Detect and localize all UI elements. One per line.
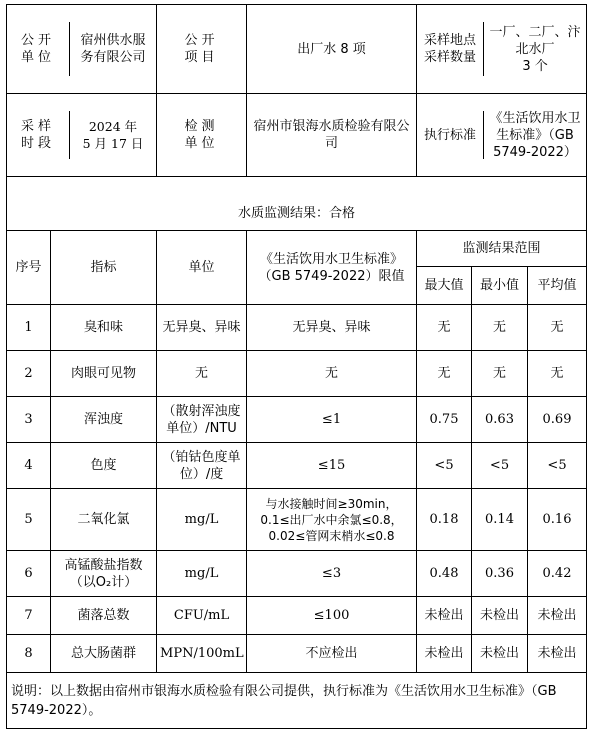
row-avg: <5: [528, 443, 587, 489]
row-min: 未检出: [472, 597, 528, 635]
agency-value: 宿州市银海水质检验有限公司: [247, 94, 417, 177]
table-row: [7, 597, 587, 635]
row-limit: 与水接触时间≥30min， 0.1≤出厂水中余氯≤0.8， 0.02≤管网末梢水≤0.8: [247, 489, 417, 551]
table-row: [7, 489, 587, 551]
row-max: 未检出: [417, 635, 472, 673]
row-unit: （铂钴色度单位）/度: [157, 443, 247, 489]
info-row-2: [7, 94, 587, 177]
row-unit: （散射浑浊度单位）/NTU: [157, 397, 247, 443]
water-quality-report: [6, 4, 586, 718]
row-avg: 无: [528, 351, 587, 397]
header-indicator: 指标: [51, 231, 157, 305]
row-min: 未检出: [472, 635, 528, 673]
row-max: 0.48: [417, 551, 472, 597]
table-row: [7, 443, 587, 489]
row-seq: 5: [7, 489, 51, 551]
row-unit: CFU/mL: [157, 597, 247, 635]
row-seq: 3: [7, 397, 51, 443]
row-seq: 8: [7, 635, 51, 673]
row-limit: 无: [247, 351, 417, 397]
row-max: 0.75: [417, 397, 472, 443]
header-seq: 序号: [7, 231, 51, 305]
row-limit: ≤15: [247, 443, 417, 489]
row-avg: 0.69: [528, 397, 587, 443]
result-title: 水质监测结果：合格: [7, 197, 587, 231]
row-limit: ≤100: [247, 597, 417, 635]
period-value: 2024 年 5 月 17 日: [82, 119, 144, 151]
header-max: 最大值: [417, 267, 472, 305]
row-seq: 4: [7, 443, 51, 489]
row-seq: 6: [7, 551, 51, 597]
standard-value: 《生活饮用水卫生标准》（GB 5749-2022）: [489, 110, 581, 160]
report-table: [6, 4, 587, 729]
row-avg: 0.16: [528, 489, 587, 551]
row-indicator: 肉眼可见物: [51, 351, 157, 397]
row-indicator: 色度: [51, 443, 157, 489]
row-unit: 无异臭、异味: [157, 305, 247, 351]
header-range: 监测结果范围: [417, 231, 587, 267]
row-limit: 不应检出: [247, 635, 417, 673]
table-row: [7, 351, 587, 397]
table-row: [7, 551, 587, 597]
standard-label: 执行标准: [417, 111, 484, 159]
row-unit: mg/L: [157, 551, 247, 597]
unit-value: 宿州供水服务有限公司: [80, 33, 146, 65]
footnote: 说明：以上数据由宿州市银海水质检验有限公司提供，执行标准为《生活饮用水卫生标准》（GB 5749-2022）。: [7, 673, 587, 729]
table-row: [7, 305, 587, 351]
row-min: 无: [472, 351, 528, 397]
row-unit: mg/L: [157, 489, 247, 551]
row-max: <5: [417, 443, 472, 489]
location-value: 一厂、二厂、汴北水厂 3 个: [489, 24, 581, 74]
row-unit: 无: [157, 351, 247, 397]
row-indicator: 浑浊度: [51, 397, 157, 443]
row-indicator: 菌落总数: [51, 597, 157, 635]
header-row-1: [7, 231, 587, 267]
row-min: 无: [472, 305, 528, 351]
row-max: 0.18: [417, 489, 472, 551]
row-max: 未检出: [417, 597, 472, 635]
row-max: 无: [417, 305, 472, 351]
row-seq: 1: [7, 305, 51, 351]
agency-label: 检测 单位: [157, 94, 247, 177]
row-indicator: 总大肠菌群: [51, 635, 157, 673]
row-limit: ≤3: [247, 551, 417, 597]
row-unit: MPN/100mL: [157, 635, 247, 673]
row-indicator: 高锰酸盐指数 （以O₂计）: [51, 551, 157, 597]
row-min: 0.14: [472, 489, 528, 551]
table-row: [7, 635, 587, 673]
row-limit: ≤1: [247, 397, 417, 443]
row-min: 0.63: [472, 397, 528, 443]
row-avg: 0.42: [528, 551, 587, 597]
table-row: [7, 397, 587, 443]
row-avg: 无: [528, 305, 587, 351]
project-value: 出厂水 8 项: [247, 5, 417, 94]
project-label: 公开 项目: [157, 5, 247, 94]
note-row: [7, 673, 587, 729]
row-min: <5: [472, 443, 528, 489]
header-avg: 平均值: [528, 267, 587, 305]
row-limit: 无异臭、异味: [247, 305, 417, 351]
row-max: 无: [417, 351, 472, 397]
row-indicator: 二氧化氯: [51, 489, 157, 551]
location-label: 采样地点 采样数量: [417, 22, 484, 76]
header-limit: 《生活饮用水卫生标准》（GB 5749-2022）限值: [247, 231, 417, 305]
row-indicator: 臭和味: [51, 305, 157, 351]
row-avg: 未检出: [528, 635, 587, 673]
spacer-row: [7, 177, 587, 197]
info-row-1: [7, 5, 587, 94]
row-min: 0.36: [472, 551, 528, 597]
unit-label: 公开 单位: [7, 22, 70, 76]
period-label: 采样 时段: [7, 111, 70, 159]
row-avg: 未检出: [528, 597, 587, 635]
result-row: [7, 197, 587, 231]
row-seq: 7: [7, 597, 51, 635]
header-min: 最小值: [472, 267, 528, 305]
row-seq: 2: [7, 351, 51, 397]
header-unit: 单位: [157, 231, 247, 305]
